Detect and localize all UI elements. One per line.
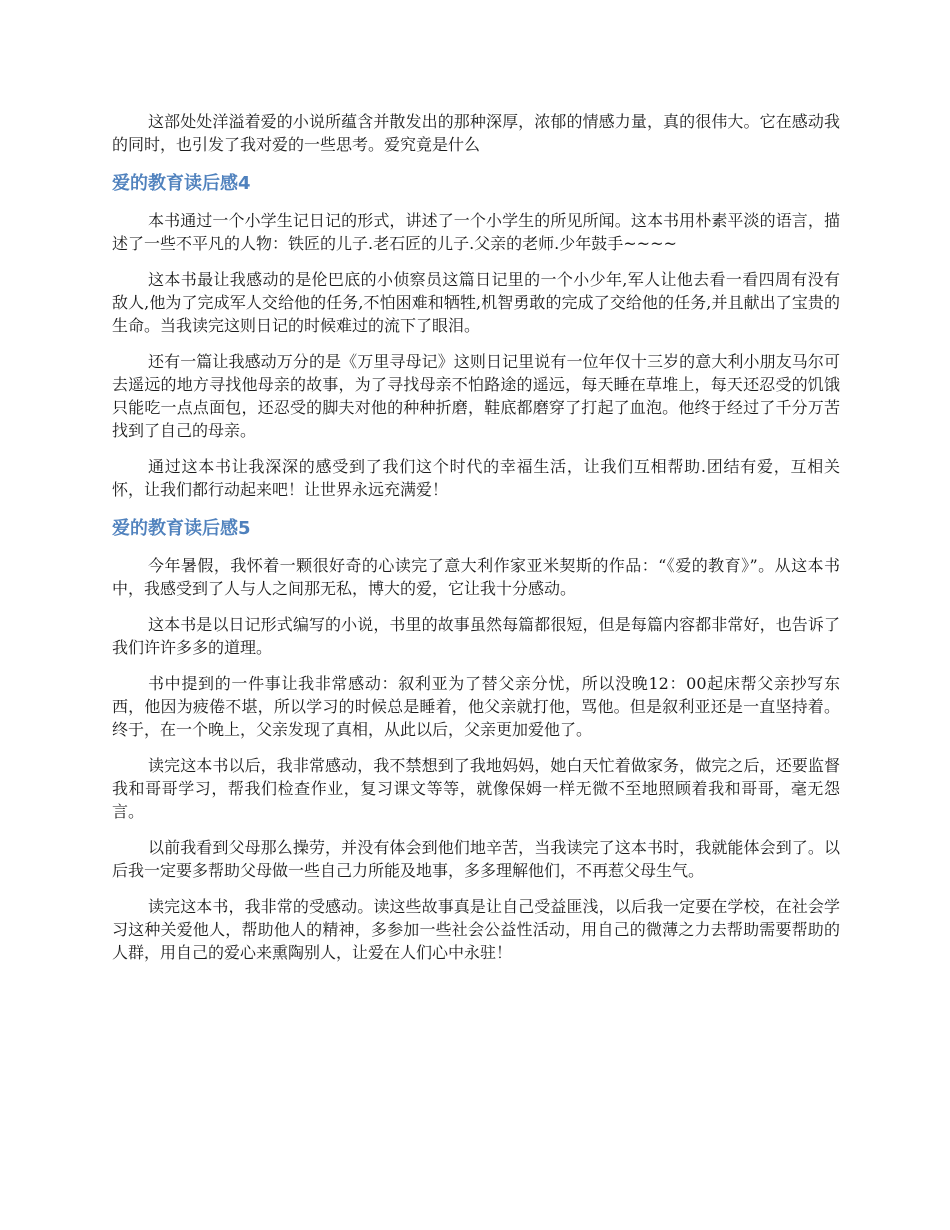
- paragraph: 读完这本书以后，我非常感动，我不禁想到了我地妈妈，她白天忙着做家务，做完之后，还要监督我和哥哥学习，帮我们检查作业，复习课文等等，就像保姆一样无微不至地照顾着我和哥哥，毫无怨言。: [112, 756, 840, 821]
- paragraph: 以前我看到父母那么操劳，并没有体会到他们地辛苦，当我读完了这本书时，我就能体会到了。以后我一定要多帮助父母做一些自己力所能及地事，多多理解他们，不再惹父母生气。: [112, 838, 840, 880]
- paragraph: 本书通过一个小学生记日记的形式，讲述了一个小学生的所见所闻。这本书用朴素平淡的语言，描述了一些不平凡的人物：铁匠的儿子.老石匠的儿子.父亲的老师.少年鼓手~~~~: [112, 211, 840, 253]
- paragraph: 今年暑假，我怀着一颗很好奇的心读完了意大利作家亚米契斯的作品：“《爱的教育》”。从这本书中，我感受到了人与人之间那无私，博大的爱，它让我十分感动。: [112, 556, 840, 598]
- paragraph: 这本书最让我感动的是伦巴底的小侦察员这篇日记里的一个小少年,军人让他去看一看四周有没有敌人,他为了完成军人交给他的任务,不怕困难和牺牲,机智勇敢的完成了交给他的任务,并且献出了宝贵的生命。当我读完这则日记的时候难过的流下了眼泪。: [112, 270, 840, 335]
- section-heading-4: 爱的教育读后感4: [112, 173, 251, 194]
- paragraph: 书中提到的一件事让我非常感动：叙利亚为了替父亲分忧，所以没晚12：00起床帮父亲抄写东西，他因为疲倦不堪，所以学习的时候总是睡着，他父亲就打他，骂他。但是叙利亚还是一直坚持着。终于，在一个晚上，父亲发现了真相，从此以后，父亲更加爱他了。: [112, 674, 840, 739]
- section-heading-5: 爱的教育读后感5: [112, 518, 251, 539]
- paragraph: 这本书是以日记形式编写的小说，书里的故事虽然每篇都很短，但是每篇内容都非常好，也告诉了我们许许多多的道理。: [112, 615, 840, 657]
- document-body: [112, 110, 840, 977]
- paragraph: 还有一篇让我感动万分的是《万里寻母记》这则日记里说有一位年仅十三岁的意大利小朋友马尔可去遥远的地方寻找他母亲的故事，为了寻找母亲不怕路途的遥远，每天睡在草堆上，每天还忍受的饥饿只能吃一点点面包，还忍受的脚夫对他的种种折磨，鞋底都磨穿了打起了血泡。他终于经过了千分万苦找到了自己的母亲。: [112, 352, 840, 440]
- paragraph-intro: 这部处处洋溢着爱的小说所蕴含并散发出的那种深厚，浓郁的情感力量，真的很伟大。它在感动我的同时，也引发了我对爱的一些思考。爱究竟是什么: [112, 112, 840, 154]
- paragraph: 读完这本书，我非常的受感动。读这些故事真是让自己受益匪浅，以后我一定要在学校，在社会学习这种关爱他人，帮助他人的精神，多参加一些社会公益性活动，用自己的微薄之力去帮助需要帮助的人群，用自己的爱心来熏陶别人，让爱在人们心中永驻！: [112, 897, 840, 962]
- paragraph: 通过这本书让我深深的感受到了我们这个时代的幸福生活，让我们互相帮助.团结有爱，互相关怀，让我们都行动起来吧！让世界永远充满爱！: [112, 457, 840, 499]
